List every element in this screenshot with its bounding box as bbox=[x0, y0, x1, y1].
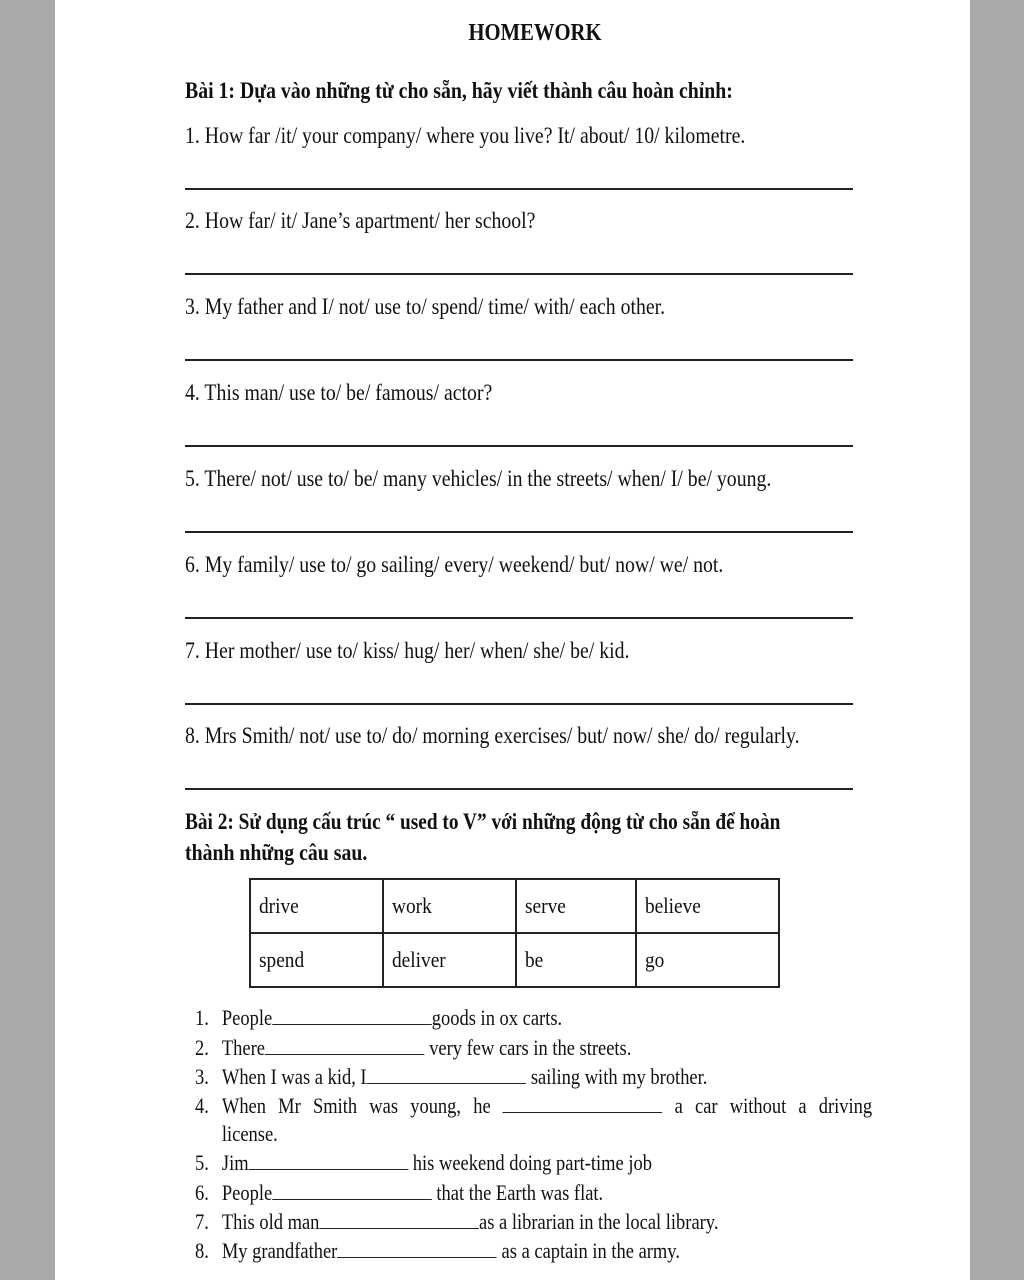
verb-cell: drive bbox=[250, 879, 383, 933]
verb-row bbox=[250, 879, 779, 933]
part2-item: 5. Jim his weekend doing part-time job bbox=[195, 1150, 652, 1175]
part1-question: 8. Mrs Smith/ not/ use to/ do/ morning exercises/ but/ now/ she/ do/ regularly. bbox=[185, 723, 800, 748]
answer-line bbox=[185, 788, 853, 790]
answer-line bbox=[185, 188, 853, 190]
part2-item: 6. People that the Earth was flat. bbox=[195, 1180, 604, 1205]
verb-cell: go bbox=[636, 933, 779, 987]
part1-question: 2. How far/ it/ Jane’s apartment/ her school? bbox=[185, 208, 536, 233]
part2-item: 2. There very few cars in the streets. bbox=[195, 1035, 632, 1060]
answer-line bbox=[185, 359, 853, 361]
part2-heading-line2: thành những câu sau. bbox=[185, 840, 368, 865]
answer-blank[interactable] bbox=[503, 1092, 663, 1113]
part2-item: 4. When Mr Smith was young, he a car without a driving bbox=[195, 1093, 873, 1118]
part1-question: 4. This man/ use to/ be/ famous/ actor? bbox=[185, 380, 493, 405]
part1-question: 3. My father and I/ not/ use to/ spend/ time/ with/ each other. bbox=[185, 294, 666, 319]
answer-line bbox=[185, 531, 853, 533]
verb-cell: be bbox=[516, 933, 636, 987]
answer-line bbox=[185, 617, 853, 619]
part2-item: license. bbox=[221, 1121, 278, 1146]
part2-item: 3. When I was a kid, I sailing with my brother. bbox=[195, 1064, 708, 1089]
answer-blank[interactable] bbox=[272, 1004, 432, 1025]
verb-cell: believe bbox=[636, 879, 779, 933]
answer-blank[interactable] bbox=[337, 1237, 497, 1258]
part1-question: 1. How far /it/ your company/ where you live? It/ about/ 10/ kilometre. bbox=[185, 123, 746, 148]
part1-question: 6. My family/ use to/ go sailing/ every/ weekend/ but/ now/ we/ not. bbox=[185, 552, 724, 577]
worksheet-page bbox=[55, 0, 970, 1280]
part1-question: 7. Her mother/ use to/ kiss/ hug/ her/ when/ she/ be/ kid. bbox=[185, 638, 630, 663]
part2-heading-line1: Bài 2: Sử dụng cấu trúc “ used to V” với những động từ cho sẵn để hoàn bbox=[185, 809, 781, 834]
answer-line bbox=[185, 703, 853, 705]
verb-cell: deliver bbox=[383, 933, 516, 987]
verb-cell: serve bbox=[516, 879, 636, 933]
part2-item: 1. People goods in ox carts. bbox=[195, 1005, 563, 1030]
answer-blank[interactable] bbox=[367, 1063, 527, 1084]
answer-blank[interactable] bbox=[319, 1208, 479, 1229]
verb-cell: work bbox=[383, 879, 516, 933]
answer-blank[interactable] bbox=[265, 1034, 425, 1055]
part2-item: 7. This old man as a librarian in the local library. bbox=[195, 1209, 719, 1234]
answer-line bbox=[185, 273, 853, 275]
verb-row bbox=[250, 933, 779, 987]
verb-table bbox=[249, 878, 780, 988]
answer-line bbox=[185, 445, 853, 447]
part2-item: 8. My grandfather as a captain in the army. bbox=[195, 1238, 680, 1263]
page-title: HOMEWORK bbox=[468, 20, 602, 46]
part1-question: 5. There/ not/ use to/ be/ many vehicles/ in the streets/ when/ I/ be/ young. bbox=[185, 466, 772, 491]
part1-heading: Bài 1: Dựa vào những từ cho sẵn, hãy viết thành câu hoàn chỉnh: bbox=[185, 78, 733, 103]
verb-cell: spend bbox=[250, 933, 383, 987]
answer-blank[interactable] bbox=[272, 1179, 432, 1200]
answer-blank[interactable] bbox=[249, 1149, 409, 1170]
